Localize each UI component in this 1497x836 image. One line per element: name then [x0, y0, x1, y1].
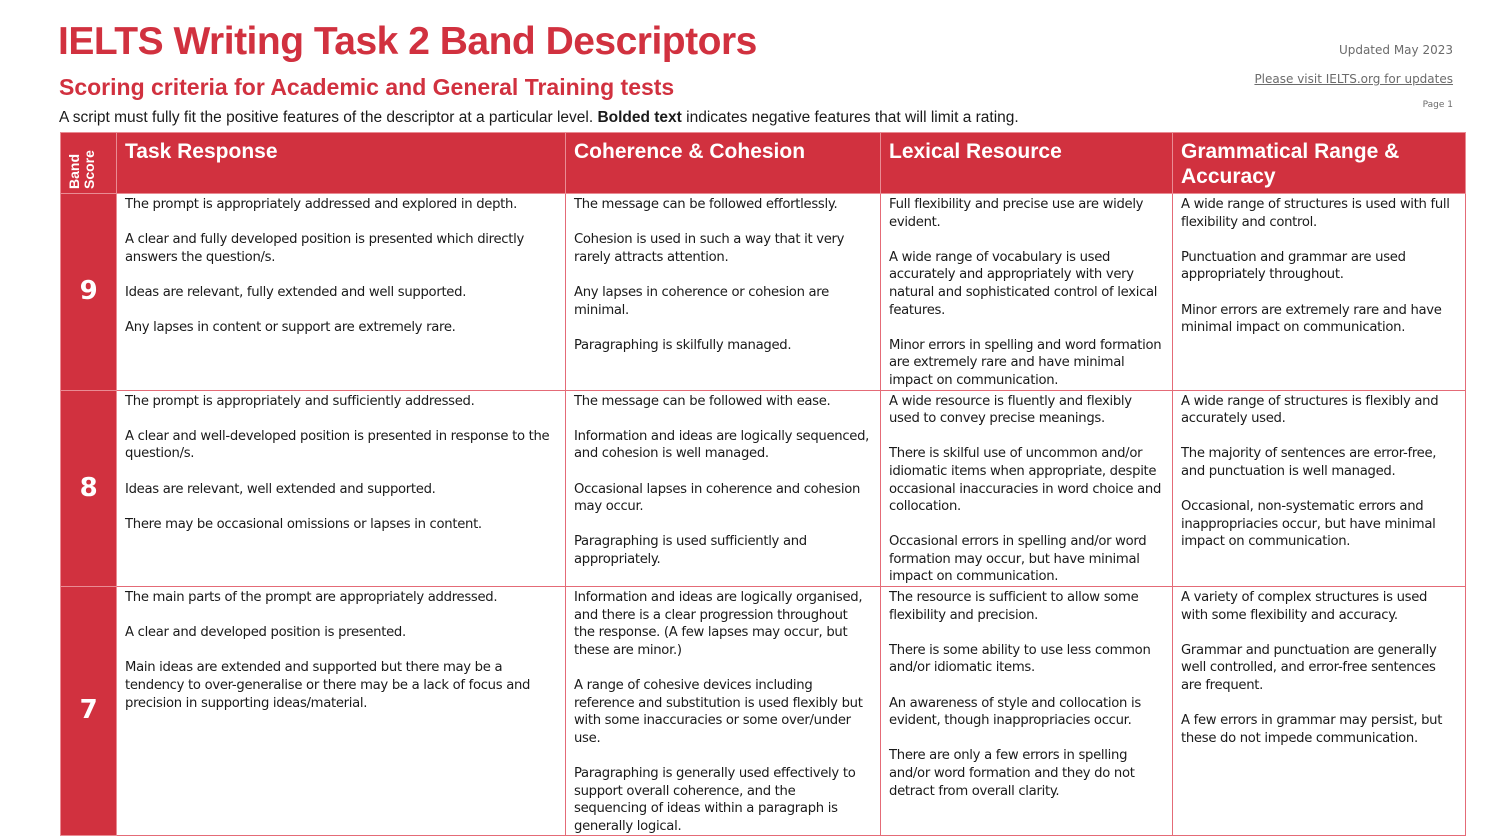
page-number: Page 1: [1422, 100, 1453, 110]
band-header-line1: Band: [66, 154, 82, 189]
descriptor-text: A range of cohesive devices including reference and substitution is used flexibly but with some inaccuracies or some over/under use.: [574, 678, 863, 746]
lexical-resource-cell: [881, 194, 1173, 391]
descriptor-text: Punctuation and grammar are used appropriately throughout.: [1181, 249, 1406, 283]
band-score-cell: 8: [61, 390, 117, 587]
descriptor-text: Minor errors are extremely rare and have minimal impact on communication.: [1181, 302, 1442, 336]
descriptor-text: There are only a few errors in spelling and/or word formation and they do not detract from overall clarity.: [889, 748, 1135, 799]
descriptor-text: The prompt is appropriately and sufficiently addressed.: [125, 393, 475, 409]
descriptor-text: The resource is sufficient to allow some flexibility and precision.: [889, 590, 1139, 623]
descriptor-text: A clear and well-developed position is presented in response to the question/s.: [125, 428, 550, 462]
descriptor-text: The main parts of the prompt are appropriately addressed.: [125, 590, 498, 606]
descriptor-text: Cohesion is used in such a way that it very rarely attracts attention.: [574, 232, 845, 265]
descriptor-text: Paragraphing is generally used effectively to support overall coherence, and the sequencing of ideas within a paragraph is generally logical.: [574, 766, 856, 834]
band-score-header: [61, 133, 117, 194]
descriptor-text: A variety of complex structures is used with some flexibility and accuracy.: [1181, 590, 1428, 623]
column-header-task-response: Task Response: [117, 133, 566, 194]
descriptor-text: Ideas are relevant, well extended and supported.: [125, 481, 436, 497]
coherence-cohesion-cell: [566, 587, 881, 836]
band-score-cell: 9: [61, 194, 117, 391]
grammatical-range-cell: [1173, 194, 1466, 391]
table-row-band-9: [61, 194, 1466, 391]
task-response-cell: [117, 194, 566, 391]
descriptor-text: Ideas are relevant, fully extended and well supported.: [125, 284, 467, 300]
intro-text-end: indicates negative features that will limit a rating.: [681, 109, 1019, 126]
table-header-row: [61, 133, 1466, 194]
table-row-band-7: [61, 587, 1466, 836]
descriptor-text: The message can be followed with ease.: [574, 393, 831, 409]
coherence-cohesion-cell: [566, 390, 881, 587]
descriptor-text: The message can be followed effortlessly.: [574, 197, 838, 212]
descriptor-text: Information and ideas are logically organised, and there is a clear progression throughout the response. (A few lapses may occur, but these are minor.): [574, 590, 863, 658]
descriptor-text: A few errors in grammar may persist, but these do not impede communication.: [1181, 713, 1443, 746]
descriptor-text: Grammar and punctuation are generally well controlled, and error-free sentences are frequent.: [1181, 642, 1437, 694]
intro-text: [59, 109, 1019, 127]
task-response-cell: [117, 587, 566, 836]
descriptor-text: Full flexibility and precise use are widely evident.: [889, 197, 1144, 230]
descriptor-text: Occasional, non-systematic errors and inappropriacies occur, but have minimal impact on communication.: [1181, 499, 1436, 550]
intro-text-start: A script must fully fit the positive features of the descriptor at a particular level.: [59, 109, 598, 126]
band-header-line2: Score: [81, 150, 97, 189]
coherence-cohesion-cell: [566, 194, 881, 391]
descriptor-text: A clear and fully developed position is presented which directly answers the question/s.: [125, 232, 524, 265]
task-response-cell: [117, 390, 566, 587]
descriptor-text: Occasional lapses in coherence and cohesion may occur.: [574, 481, 861, 515]
descriptor-text: A clear and developed position is presented.: [125, 625, 406, 641]
lexical-resource-cell: [881, 587, 1173, 836]
page-subtitle: Scoring criteria for Academic and General Training tests: [59, 74, 675, 100]
lexical-resource-cell: [881, 390, 1173, 587]
band-descriptors-table: [60, 132, 1466, 836]
column-header-coherence-cohesion: Coherence & Cohesion: [566, 133, 881, 194]
descriptor-text: Main ideas are extended and supported but there may be a tendency to over-generalise or there may be a lack of focus and precision in supporting ideas/material.: [125, 660, 531, 711]
column-header-grammatical-range: Grammatical Range & Accuracy: [1173, 133, 1466, 194]
descriptor-text: There is some ability to use less common and/or idiomatic items.: [889, 642, 1151, 676]
descriptor-text: An awareness of style and collocation is evident, though inappropriacies occur.: [889, 695, 1141, 729]
descriptor-text: The prompt is appropriately addressed and explored in depth.: [125, 197, 517, 212]
grammatical-range-cell: [1173, 587, 1466, 836]
column-header-lexical-resource: Lexical Resource: [881, 133, 1173, 194]
intro-bold-text: Bolded text: [597, 109, 682, 126]
descriptor-text: Occasional errors in spelling and/or word formation may occur, but have minimal impact on communication.: [889, 534, 1147, 585]
descriptor-text: Any lapses in content or support are extremely rare.: [125, 320, 456, 336]
descriptor-text: A wide range of structures is used with full flexibility and control.: [1181, 197, 1450, 230]
grammatical-range-cell: [1173, 390, 1466, 587]
descriptor-text: A wide range of structures is flexibly and accurately used.: [1181, 393, 1439, 427]
descriptor-text: There may be occasional omissions or lapses in content.: [125, 516, 482, 532]
page-title: IELTS Writing Task 2 Band Descriptors: [58, 20, 757, 63]
descriptor-text: The majority of sentences are error-free, and punctuation is well managed.: [1181, 446, 1437, 479]
band-score-cell: 7: [61, 587, 117, 836]
descriptor-text: Paragraphing is used sufficiently and appropriately.: [574, 534, 807, 567]
descriptor-text: There is skilful use of uncommon and/or idiomatic items when appropriate, despite occasional inaccuracies in word choice and collocation.: [889, 446, 1162, 515]
descriptor-text: Minor errors in spelling and word formation are extremely rare and have minimal impact on communication.: [889, 337, 1162, 388]
descriptor-text: Information and ideas are logically sequenced, and cohesion is well managed.: [574, 428, 870, 462]
updated-date: Updated May 2023: [1338, 43, 1453, 57]
table-row-band-8: [61, 390, 1466, 587]
descriptor-text: Paragraphing is skilfully managed.: [574, 337, 792, 353]
descriptor-text: A wide range of vocabulary is used accurately and appropriately with very natural and sophisticated control of lexical features.: [889, 249, 1158, 318]
ielts-org-link[interactable]: Please visit IELTS.org for updates: [1254, 72, 1453, 86]
descriptor-text: A wide resource is fluently and flexibly used to convey precise meanings.: [889, 393, 1132, 427]
descriptor-text: Any lapses in coherence or cohesion are minimal.: [574, 284, 829, 318]
